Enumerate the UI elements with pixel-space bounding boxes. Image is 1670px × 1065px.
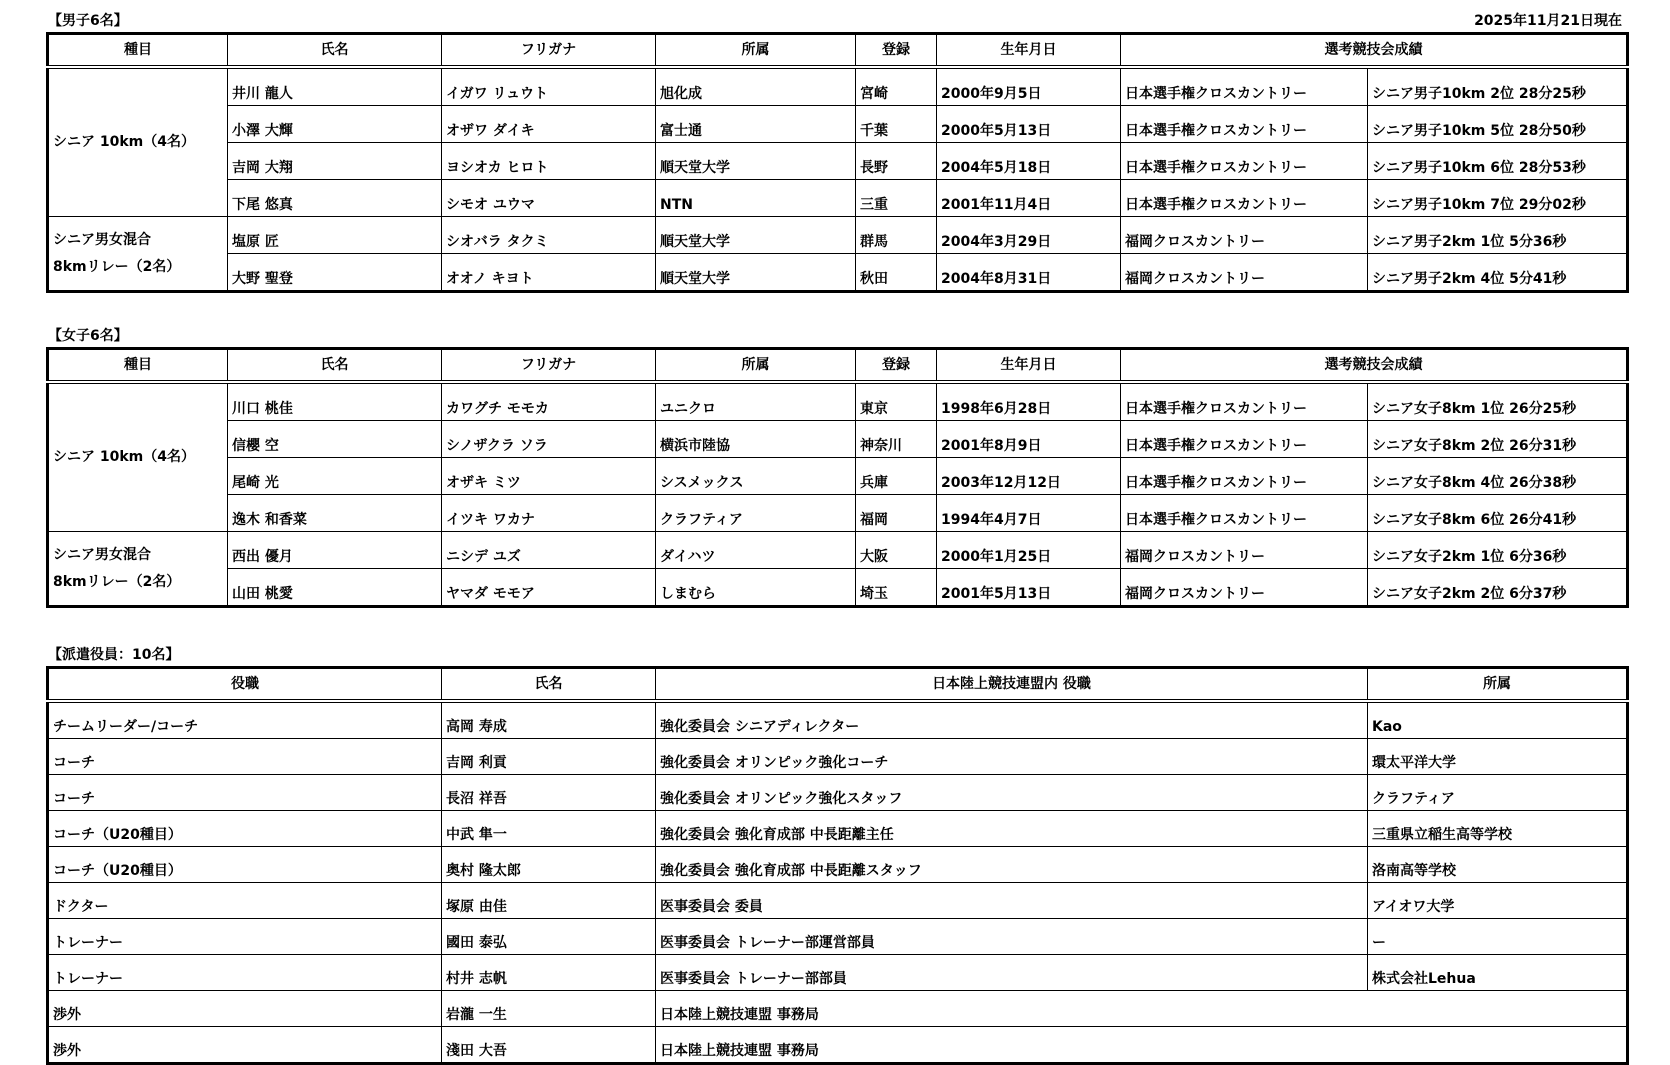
staff-jaaf-role: 強化委員会 オリンピック強化スタッフ xyxy=(656,775,1368,811)
athlete-furigana: ヨシオカ ヒロト xyxy=(442,143,656,180)
header-affiliation: 所属 xyxy=(656,34,856,68)
athlete-row xyxy=(48,569,1628,607)
selection-competition: 日本選手権クロスカントリー xyxy=(1121,382,1368,421)
selection-competition: 福岡クロスカントリー xyxy=(1121,254,1368,292)
men-section-header xyxy=(46,10,1626,32)
staff-role: 渉外 xyxy=(48,991,442,1027)
staff-role: コーチ（U20種目） xyxy=(48,847,442,883)
athlete-furigana: イガワ リュウト xyxy=(442,67,656,106)
staff-affiliation: Kao xyxy=(1368,701,1628,739)
event-line: 8kmリレー（2名） xyxy=(53,573,181,590)
athlete-furigana: シオバラ タクミ xyxy=(442,217,656,254)
athlete-name: 小澤 大輝 xyxy=(228,106,442,143)
athlete-birthdate: 1998年6月28日 xyxy=(937,382,1121,421)
selection-result: シニア男子10km 7位 29分02秒 xyxy=(1368,180,1628,217)
athlete-affiliation: しまむら xyxy=(656,569,856,607)
athlete-row xyxy=(48,254,1628,292)
women-section-title: 【女子6名】 xyxy=(48,328,128,344)
athlete-registration: 兵庫 xyxy=(856,458,937,495)
athlete-registration: 神奈川 xyxy=(856,421,937,458)
event-cell xyxy=(48,532,228,607)
men-header-row xyxy=(48,34,1628,68)
staff-jaaf-role: 強化委員会 強化育成部 中長距離主任 xyxy=(656,811,1368,847)
selection-result: シニア男子2km 4位 5分41秒 xyxy=(1368,254,1628,292)
header-birthdate: 生年月日 xyxy=(937,34,1121,68)
athlete-furigana: シノザクラ ソラ xyxy=(442,421,656,458)
staff-affiliation xyxy=(1368,991,1628,1027)
staff-section-header xyxy=(46,644,1626,666)
athlete-name: 尾崎 光 xyxy=(228,458,442,495)
selection-competition: 福岡クロスカントリー xyxy=(1121,569,1368,607)
selection-result: シニア女子8km 1位 26分25秒 xyxy=(1368,382,1628,421)
women-table xyxy=(46,347,1629,608)
women-section-header xyxy=(46,325,1626,347)
athlete-name: 西出 優月 xyxy=(228,532,442,569)
selection-result: シニア女子2km 1位 6分36秒 xyxy=(1368,532,1628,569)
staff-role: ドクター xyxy=(48,883,442,919)
athlete-row xyxy=(48,421,1628,458)
athlete-birthdate: 2001年11月4日 xyxy=(937,180,1121,217)
header-registration: 登録 xyxy=(856,34,937,68)
athlete-registration: 長野 xyxy=(856,143,937,180)
selection-result: シニア男子2km 1位 5分36秒 xyxy=(1368,217,1628,254)
staff-table xyxy=(46,666,1629,1065)
athlete-registration: 福岡 xyxy=(856,495,937,532)
selection-result: シニア女子8km 6位 26分41秒 xyxy=(1368,495,1628,532)
athlete-furigana: オザワ ダイキ xyxy=(442,106,656,143)
staff-name: 塚原 由佳 xyxy=(442,883,656,919)
staff-affiliation xyxy=(1368,1027,1628,1064)
athlete-birthdate: 2001年5月13日 xyxy=(937,569,1121,607)
women-header-row xyxy=(48,349,1628,383)
staff-row xyxy=(48,701,1628,739)
event-cell xyxy=(48,217,228,292)
staff-jaaf-role: 医事委員会 委員 xyxy=(656,883,1368,919)
athlete-row xyxy=(48,106,1628,143)
staff-name: 奥村 隆太郎 xyxy=(442,847,656,883)
athlete-name: 井川 龍人 xyxy=(228,67,442,106)
event-line: シニア男女混合 xyxy=(53,231,151,248)
staff-jaaf-role: 医事委員会 トレーナー部部員 xyxy=(656,955,1368,991)
staff-role: コーチ（U20種目） xyxy=(48,811,442,847)
staff-name: 中武 隼一 xyxy=(442,811,656,847)
staff-name: 高岡 寿成 xyxy=(442,701,656,739)
staff-row xyxy=(48,1027,1628,1064)
staff-header-row xyxy=(48,668,1628,702)
staff-name: 長沼 祥吾 xyxy=(442,775,656,811)
athlete-affiliation: シスメックス xyxy=(656,458,856,495)
athlete-registration: 大阪 xyxy=(856,532,937,569)
athlete-affiliation: ダイハツ xyxy=(656,532,856,569)
header-name: 氏名 xyxy=(228,349,442,383)
athlete-registration: 三重 xyxy=(856,180,937,217)
athlete-birthdate: 2004年3月29日 xyxy=(937,217,1121,254)
men-table-body xyxy=(48,67,1628,292)
staff-name: 吉岡 利貢 xyxy=(442,739,656,775)
header-result: 選考競技会成績 xyxy=(1121,349,1628,383)
staff-name: 村井 志帆 xyxy=(442,955,656,991)
athlete-affiliation: 富士通 xyxy=(656,106,856,143)
selection-result: シニア男子10km 6位 28分53秒 xyxy=(1368,143,1628,180)
athlete-furigana: カワグチ モモカ xyxy=(442,382,656,421)
athlete-affiliation: 順天堂大学 xyxy=(656,143,856,180)
staff-jaaf-role: 強化委員会 強化育成部 中長距離スタッフ xyxy=(656,847,1368,883)
athlete-birthdate: 2000年1月25日 xyxy=(937,532,1121,569)
staff-affiliation: アイオワ大学 xyxy=(1368,883,1628,919)
selection-result: シニア女子8km 4位 26分38秒 xyxy=(1368,458,1628,495)
header-event: 種目 xyxy=(48,34,228,68)
athlete-name: 大野 聖登 xyxy=(228,254,442,292)
athlete-registration: 東京 xyxy=(856,382,937,421)
staff-role: コーチ xyxy=(48,739,442,775)
athlete-name: 塩原 匠 xyxy=(228,217,442,254)
header-birthdate: 生年月日 xyxy=(937,349,1121,383)
selection-competition: 日本選手権クロスカントリー xyxy=(1121,458,1368,495)
staff-jaaf-role: 日本陸上競技連盟 事務局 xyxy=(656,991,1368,1027)
staff-affiliation: ー xyxy=(1368,919,1628,955)
men-table xyxy=(46,32,1629,293)
header-role: 役職 xyxy=(48,668,442,702)
staff-row xyxy=(48,883,1628,919)
event-line: 8kmリレー（2名） xyxy=(53,258,181,275)
athlete-birthdate: 2000年9月5日 xyxy=(937,67,1121,106)
athlete-registration: 埼玉 xyxy=(856,569,937,607)
athlete-affiliation: ユニクロ xyxy=(656,382,856,421)
staff-jaaf-role: 強化委員会 オリンピック強化コーチ xyxy=(656,739,1368,775)
staff-role: 渉外 xyxy=(48,1027,442,1064)
event-cell: シニア 10km（4名） xyxy=(48,67,228,217)
athlete-row xyxy=(48,217,1628,254)
staff-name: 淺田 大吾 xyxy=(442,1027,656,1064)
selection-competition: 日本選手権クロスカントリー xyxy=(1121,180,1368,217)
header-affiliation: 所属 xyxy=(656,349,856,383)
staff-row xyxy=(48,739,1628,775)
athlete-name: 信櫻 空 xyxy=(228,421,442,458)
staff-name: 國田 泰弘 xyxy=(442,919,656,955)
as-of-date: 2025年11月21日現在 xyxy=(1474,13,1622,29)
header-result: 選考競技会成績 xyxy=(1121,34,1628,68)
athlete-birthdate: 1994年4月7日 xyxy=(937,495,1121,532)
header-staff-name: 氏名 xyxy=(442,668,656,702)
athlete-row xyxy=(48,382,1628,421)
staff-role: トレーナー xyxy=(48,955,442,991)
athlete-row xyxy=(48,67,1628,106)
staff-affiliation: クラフティア xyxy=(1368,775,1628,811)
header-furigana: フリガナ xyxy=(442,349,656,383)
selection-competition: 日本選手権クロスカントリー xyxy=(1121,495,1368,532)
athlete-row xyxy=(48,180,1628,217)
selection-result: シニア女子2km 2位 6分37秒 xyxy=(1368,569,1628,607)
athlete-registration: 秋田 xyxy=(856,254,937,292)
staff-role: コーチ xyxy=(48,775,442,811)
athlete-row xyxy=(48,495,1628,532)
athlete-row xyxy=(48,532,1628,569)
staff-row xyxy=(48,955,1628,991)
selection-result: シニア男子10km 5位 28分50秒 xyxy=(1368,106,1628,143)
staff-row xyxy=(48,811,1628,847)
staff-table-body xyxy=(48,701,1628,1064)
athlete-birthdate: 2001年8月9日 xyxy=(937,421,1121,458)
header-registration: 登録 xyxy=(856,349,937,383)
athlete-name: 川口 桃佳 xyxy=(228,382,442,421)
staff-role: トレーナー xyxy=(48,919,442,955)
selection-competition: 日本選手権クロスカントリー xyxy=(1121,143,1368,180)
staff-section-title: 【派遣役員：10名】 xyxy=(48,647,180,663)
staff-jaaf-role: 強化委員会 シニアディレクター xyxy=(656,701,1368,739)
header-staff-affiliation: 所属 xyxy=(1368,668,1628,702)
athlete-row xyxy=(48,143,1628,180)
staff-affiliation: 株式会社Lehua xyxy=(1368,955,1628,991)
staff-row xyxy=(48,991,1628,1027)
athlete-affiliation: 横浜市陸協 xyxy=(656,421,856,458)
athlete-furigana: ヤマダ モモア xyxy=(442,569,656,607)
athlete-furigana: オザキ ミツ xyxy=(442,458,656,495)
athlete-registration: 宮崎 xyxy=(856,67,937,106)
athlete-name: 逸木 和香菜 xyxy=(228,495,442,532)
staff-row xyxy=(48,775,1628,811)
event-cell: シニア 10km（4名） xyxy=(48,382,228,532)
selection-competition: 日本選手権クロスカントリー xyxy=(1121,421,1368,458)
athlete-birthdate: 2004年8月31日 xyxy=(937,254,1121,292)
header-furigana: フリガナ xyxy=(442,34,656,68)
women-table-body xyxy=(48,382,1628,607)
selection-competition: 福岡クロスカントリー xyxy=(1121,217,1368,254)
selection-competition: 日本選手権クロスカントリー xyxy=(1121,67,1368,106)
athlete-birthdate: 2000年5月13日 xyxy=(937,106,1121,143)
athlete-furigana: シモオ ユウマ xyxy=(442,180,656,217)
event-line: シニア男女混合 xyxy=(53,546,151,563)
men-section-title: 【男子6名】 xyxy=(48,13,128,29)
athlete-row xyxy=(48,458,1628,495)
header-name: 氏名 xyxy=(228,34,442,68)
header-jaaf-role: 日本陸上競技連盟内 役職 xyxy=(656,668,1368,702)
staff-row xyxy=(48,847,1628,883)
athlete-registration: 千葉 xyxy=(856,106,937,143)
athlete-affiliation: 順天堂大学 xyxy=(656,254,856,292)
staff-affiliation: 三重県立稲生高等学校 xyxy=(1368,811,1628,847)
staff-jaaf-role: 日本陸上競技連盟 事務局 xyxy=(656,1027,1368,1064)
athlete-birthdate: 2003年12月12日 xyxy=(937,458,1121,495)
staff-role: チームリーダー/コーチ xyxy=(48,701,442,739)
header-event: 種目 xyxy=(48,349,228,383)
athlete-name: 山田 桃愛 xyxy=(228,569,442,607)
athlete-furigana: オオノ キヨト xyxy=(442,254,656,292)
staff-name: 岩瀧 一生 xyxy=(442,991,656,1027)
roster-document xyxy=(46,10,1626,1065)
athlete-registration: 群馬 xyxy=(856,217,937,254)
selection-result: シニア男子10km 2位 28分25秒 xyxy=(1368,67,1628,106)
staff-affiliation: 環太平洋大学 xyxy=(1368,739,1628,775)
athlete-furigana: イツキ ワカナ xyxy=(442,495,656,532)
selection-competition: 日本選手権クロスカントリー xyxy=(1121,106,1368,143)
staff-row xyxy=(48,919,1628,955)
athlete-affiliation: クラフティア xyxy=(656,495,856,532)
athlete-name: 吉岡 大翔 xyxy=(228,143,442,180)
athlete-affiliation: NTN xyxy=(656,180,856,217)
athlete-furigana: ニシデ ユズ xyxy=(442,532,656,569)
athlete-affiliation: 旭化成 xyxy=(656,67,856,106)
athlete-birthdate: 2004年5月18日 xyxy=(937,143,1121,180)
selection-competition: 福岡クロスカントリー xyxy=(1121,532,1368,569)
athlete-affiliation: 順天堂大学 xyxy=(656,217,856,254)
selection-result: シニア女子8km 2位 26分31秒 xyxy=(1368,421,1628,458)
staff-jaaf-role: 医事委員会 トレーナー部運営部員 xyxy=(656,919,1368,955)
staff-affiliation: 洛南高等学校 xyxy=(1368,847,1628,883)
athlete-name: 下尾 悠真 xyxy=(228,180,442,217)
